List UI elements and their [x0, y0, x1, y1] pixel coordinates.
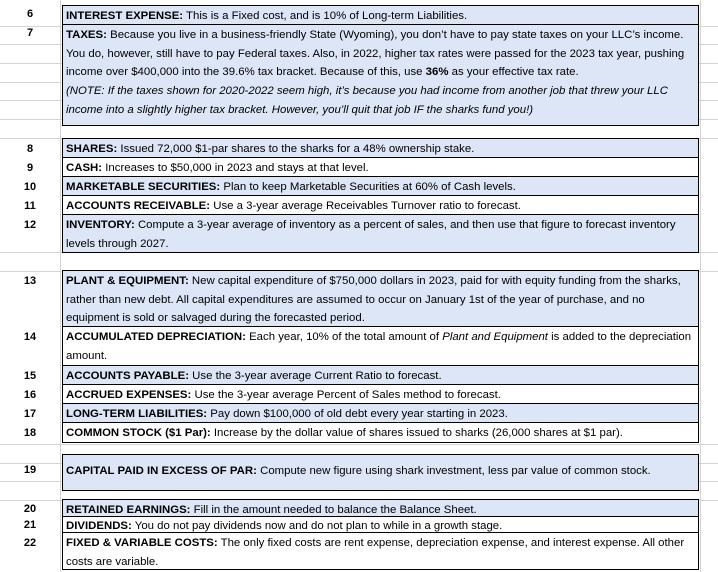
cell-text: This is a Fixed cost, and is 10% of Long-term Liabilities. [183, 10, 468, 22]
cell-heading: RETAINED EARNINGS: [66, 504, 191, 516]
cell-text: Compute a 3-year average of inventory as a percent of sales, and then use that figure to forecast inventory levels through 2027. [66, 219, 676, 250]
cell-heading: COMMON STOCK ($1 Par): [66, 427, 211, 439]
cell-text: Issued 72,000 $1-par shares to the sharks for a 48% ownership stake. [117, 143, 475, 155]
tax-rate-value: 36% [425, 66, 449, 79]
row-number[interactable]: 8 [26, 143, 34, 155]
row-number[interactable]: 15 [23, 370, 37, 382]
instruction-cell-accounts-receivable[interactable] [62, 195, 699, 215]
instruction-cell-accounts-payable[interactable] [62, 365, 699, 385]
row-number[interactable]: 11 [24, 200, 36, 212]
cell-text: Fill in the amount needed to balance the Balance Sheet. [190, 504, 477, 516]
row-number[interactable]: 12 [23, 219, 37, 231]
row-number[interactable]: 16 [23, 389, 37, 401]
row-number[interactable]: 21 [23, 519, 37, 531]
cell-heading: PLANT & EQUIPMENT: [66, 275, 189, 287]
row-number[interactable]: 14 [23, 331, 37, 343]
cell-text: You do not pay dividends now and do not plan to while in a growth stage. [131, 520, 503, 532]
instruction-cell-fixed-variable-costs[interactable] [62, 532, 699, 570]
cell-heading: ACCRUED EXPENSES: [66, 389, 192, 401]
cell-heading: ACCUMULATED DEPRECIATION: [66, 331, 246, 343]
row-number[interactable]: 18 [23, 427, 37, 439]
tax-note: (NOTE: If the taxes shown for 2020-2022 seem high, it’s because you had income from another job that threw your LLC income into a slightly higher tax bracket. However, you’ll quit that job IF the sharks fund you!) [66, 85, 668, 116]
row-number[interactable]: 7 [26, 27, 34, 39]
cell-text: Pay down $100,000 of old debt every year starting in 2023. [207, 408, 508, 420]
cell-heading: CASH: [66, 162, 103, 174]
cell-text: is added to the depreciation amount. [66, 331, 692, 362]
instruction-cell-accrued-expenses[interactable] [62, 384, 699, 404]
cell-heading: FIXED & VARIABLE COSTS: [66, 537, 218, 549]
instruction-cell-common-stock[interactable] [62, 422, 699, 443]
cell-text: Use the 3-year average Percent of Sales method to forecast. [191, 389, 501, 401]
cell-text-italic: Plant and Equipment [442, 331, 548, 343]
instruction-cell-cash[interactable] [62, 157, 699, 177]
instruction-cell-long-term-liabilities[interactable] [62, 403, 699, 423]
cell-text: Because you live in a business-friendly State (Wyoming), you don’t have to pay state taxes on your LLC’s income. You do, however, still have to pay Federal taxes. Also, in 2022, higher tax rates were passed for the 2023 tax year, pushing income over $400,000 into the 39.6% tax bracket. Because of this, use [66, 29, 685, 79]
column-divider [700, 0, 701, 572]
cell-text: The only fixed costs are rent expense, depreciation expense, and interest expense. All other costs are variable. [66, 537, 685, 568]
instruction-cell-shares[interactable] [62, 138, 699, 158]
row-number[interactable]: 20 [23, 503, 37, 515]
cell-heading: ACCOUNTS RECEIVABLE: [66, 200, 211, 212]
instruction-cell-inventory[interactable] [62, 214, 699, 253]
row-number[interactable]: 22 [23, 537, 37, 549]
cell-text: as your effective tax rate. [448, 66, 579, 79]
cell-text: New capital expenditure of $750,000 dollars in 2023, paid for with equity funding from the sharks, rather than new debt. All capital expenditures are assumed to occur on January 1st of the year of purchase, and no equipment is sold or salvaged during the forecasted period. [66, 275, 681, 325]
row-number[interactable]: 10 [23, 181, 37, 193]
instruction-cell-capital-paid-in-excess[interactable] [62, 454, 699, 491]
row-number[interactable]: 13 [23, 275, 37, 287]
instruction-cell-taxes[interactable] [62, 24, 699, 126]
cell-text: Compute new figure using shark investment, less par value of common stock. [256, 465, 651, 477]
instruction-cell-interest-expense[interactable] [62, 5, 699, 25]
cell-text: Increase by the dollar value of shares issued to sharks (26,000 shares at $1 par). [210, 427, 623, 439]
cell-heading: MARKETABLE SECURITIES: [66, 181, 221, 193]
grid-line [0, 444, 718, 445]
column-divider [60, 0, 61, 572]
cell-text: Each year, 10% of the total amount of [245, 331, 443, 343]
instruction-cell-marketable-securities[interactable] [62, 176, 699, 196]
row-number[interactable]: 19 [23, 464, 37, 476]
cell-text: Use the 3-year average Current Ratio to forecast. [189, 370, 442, 382]
cell-heading: CAPITAL PAID IN EXCESS OF PAR: [66, 465, 257, 477]
cell-text: Plan to keep Marketable Securities at 60% of Cash levels. [220, 181, 516, 193]
cell-heading: SHARES: [66, 143, 118, 155]
cell-heading: INVENTORY: [66, 219, 135, 231]
cell-heading: TAXES: [66, 29, 107, 41]
row-number[interactable]: 9 [26, 162, 34, 174]
cell-text: Use a 3-year average Receivables Turnover ratio to forecast. [210, 200, 521, 212]
cell-heading: DIVIDENDS: [66, 520, 132, 532]
row-number[interactable]: 6 [26, 8, 34, 20]
cell-text: Increases to $50,000 in 2023 and stays at that level. [102, 162, 369, 174]
instruction-cell-accumulated-depreciation[interactable] [62, 326, 699, 366]
row-number[interactable]: 17 [23, 408, 37, 420]
cell-heading: ACCOUNTS PAYABLE: [66, 370, 189, 382]
instruction-cell-plant-equipment[interactable] [62, 270, 699, 327]
cell-heading: INTEREST EXPENSE: [66, 10, 184, 22]
cell-heading: LONG-TERM LIABILITIES: [66, 408, 208, 420]
